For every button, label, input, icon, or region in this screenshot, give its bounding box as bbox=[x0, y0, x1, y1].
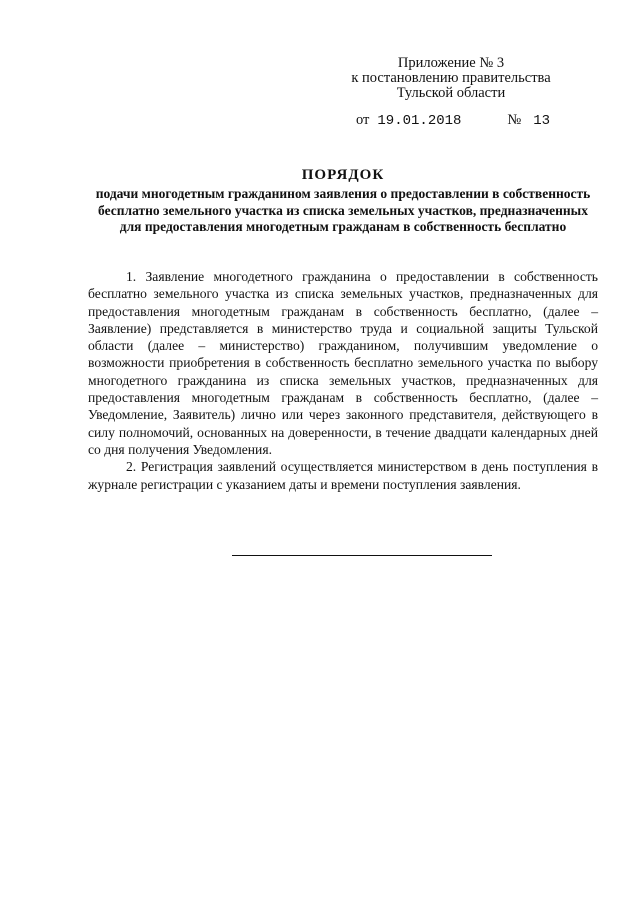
paragraph-1: 1. Заявление многодетного гражданина о предоставлении в собственность бесплатно земельного участка из списка земельных участков, предназначенных для предоставления многодетным гражданам в собственность бесплатно, (далее – Заявление) представляется в министерство труда и социальной защиты Тульской области (далее – министерство) гражданином, получившим уведомление о возможности приобретения в собственность бесплатно земельного участка по выбору многодетного гражданина из списка земельных участков, предназначенных для предоставления многодетным гражданам в собственность бесплатно, (далее – Уведомление, Заявитель) лично или через законного представителя, действующего в силу полномочий, основанных на доверенности, в течение двадцати календарных дней со дня получения Уведомления. bbox=[88, 269, 598, 457]
document-date: 19.01.2018 bbox=[377, 113, 462, 129]
document-subtitle: подачи многодетным гражданином заявления о предоставлении в собственность бесплатно земельного участка из списка земельных участков, предназначенных для предоставления многодетным гражданам в собственность бесплатно bbox=[95, 186, 591, 234]
number-label: № bbox=[507, 112, 522, 128]
appendix-line-3: Тульской области bbox=[396, 85, 506, 101]
paragraph-2: 2. Регистрация заявлений осуществляется министерством в день поступления в журнале регистрации с указанием даты и времени поступления заявления. bbox=[88, 459, 598, 492]
appendix-header bbox=[336, 56, 566, 101]
appendix-line-1: Приложение № 3 bbox=[397, 55, 505, 71]
document-title: ПОРЯДОК bbox=[301, 167, 385, 183]
date-label: от bbox=[356, 112, 370, 128]
end-divider bbox=[232, 555, 492, 556]
appendix-line-2: к постановлению правительства bbox=[351, 70, 551, 86]
title-block bbox=[88, 166, 598, 236]
document-reference bbox=[356, 112, 550, 129]
document-number: 13 bbox=[533, 113, 551, 129]
document-body bbox=[88, 268, 598, 493]
